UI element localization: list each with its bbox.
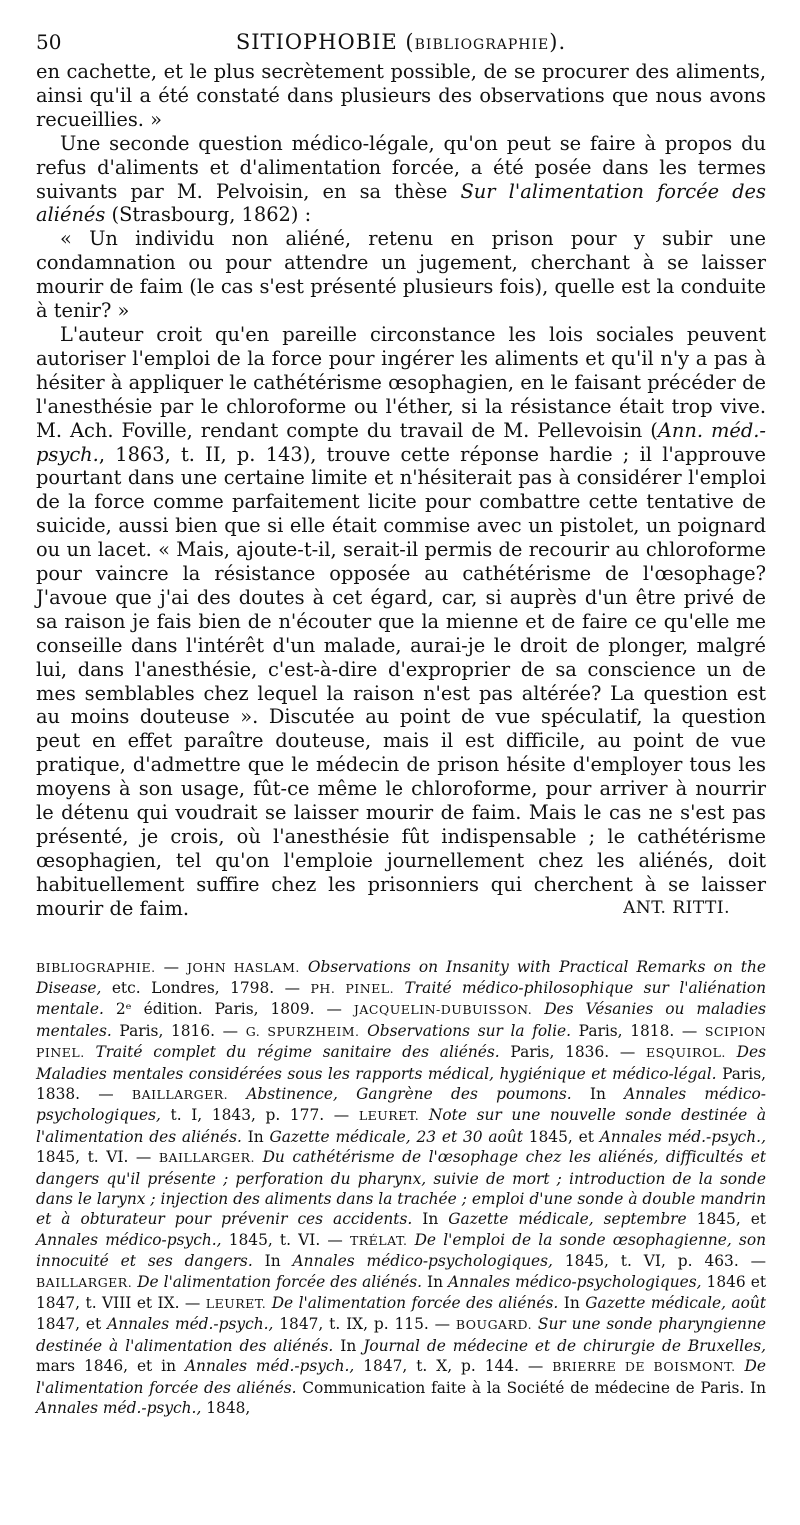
author-name: LEURET.	[358, 1108, 420, 1124]
author-signature: ANT. RITTI.	[623, 897, 730, 918]
paragraph-continued: en cachette, et le plus secrètement possible, de se procurer des aliments, ainsi qu'il a été constaté dans plusieurs des observations que nous avons recueillies. »	[36, 60, 766, 131]
publication-info: 1845, et	[686, 1210, 766, 1229]
author-name: BRIERRE DE BOISMONT.	[552, 1359, 736, 1375]
publication-info: 1847, t. IX, p. 115. —	[273, 1315, 456, 1334]
journal-title: Gazette médicale,	[269, 1127, 411, 1146]
running-head	[36, 26, 766, 60]
work-title: Sur une sonde pharyngienne destinée à l'alimentation des aliénés.	[36, 1315, 766, 1355]
publication-info: Paris, 1816. —	[111, 1021, 246, 1040]
publication-info: 1847, et	[36, 1315, 108, 1334]
author-name: BOUGARD.	[455, 1317, 533, 1333]
journal-title: Annales méd.-psych.,	[107, 1315, 274, 1334]
book-page	[36, 26, 766, 1418]
author-name: JOHN HASLAM.	[187, 959, 300, 975]
publication-info: 1845, et	[522, 1127, 600, 1146]
author-name: LEURET.	[205, 1296, 267, 1312]
publication-info: In	[252, 1252, 293, 1271]
journal-title: Annales méd.-psych.,	[36, 1399, 202, 1418]
publication-info: Paris, 1818. —	[571, 1021, 705, 1040]
publication-info: etc. Londres, 1798. —	[101, 978, 311, 997]
publication-info: Paris, 1836. —	[499, 1043, 647, 1062]
running-title-main: SITIOPHOBIE (	[235, 30, 415, 54]
author-name: ESQUIROL.	[646, 1045, 726, 1061]
author-name: PH. PINEL.	[310, 980, 395, 996]
journal-title: Annales médico-psychologiques,	[292, 1252, 553, 1271]
paragraph-discussion-text: L'auteur croit qu'en pareille circonstance les lois sociales peuvent autoriser l'emploi de la force pour ingérer les aliments et qu'il n'y a pas à hésiter à appliquer le cathétérisme œsophagien, en le faisant précéder de l'anesthésie par le chloroforme ou l'éther, si la résistance était trop vive. M. Ach. Foville, rendant compte du travail de M. Pellevoisin (	[36, 322, 766, 442]
publication-info: 2ᵉ édition. Paris, 1809. —	[103, 1000, 354, 1019]
author-name: TRÉLAT.	[349, 1232, 408, 1248]
work-title: De l'alimentation forcée des aliénés.	[266, 1294, 559, 1313]
work-title: Observations sur la folie.	[359, 1021, 572, 1040]
journal-title: Annales méd.-psych.,	[599, 1127, 766, 1146]
author-name: BAILLARGER.	[36, 1274, 133, 1290]
publication-info: In	[412, 1210, 449, 1229]
journal-title: Gazette médicale, août	[585, 1294, 767, 1313]
bibliography	[36, 957, 766, 1419]
bibliography-label: BIBLIOGRAPHIE.	[36, 959, 156, 975]
work-title: De l'alimentation forcée des aliénés.	[36, 1357, 767, 1397]
publication-info: In	[241, 1127, 270, 1146]
publication-info: Paris, 1838. —	[36, 1064, 767, 1103]
author-name: BAILLARGER.	[131, 1086, 229, 1102]
publication-info: 1845, t. VI. —	[221, 1230, 350, 1249]
author-name: JACQUELIN-DUBUISSON.	[353, 1002, 533, 1018]
publication-info: mars 1846, et in	[36, 1357, 185, 1376]
page-number: 50	[36, 30, 62, 54]
journal-title: Annales méd.-psych.,	[184, 1357, 355, 1376]
publication-info: 1847, t. X, p. 144. —	[354, 1357, 553, 1376]
thesis-title: Sur l'alimentation forcée des aliénés	[36, 179, 766, 227]
journal-title: Annales médico-psychologiques,	[36, 1084, 766, 1125]
publication-info: 1845, t. VI, p. 463. —	[552, 1252, 767, 1271]
publication-info: t. I, 1843, p. 177. —	[160, 1106, 359, 1125]
author-name: G. SPURZHEIM.	[245, 1023, 360, 1039]
publication-info: In	[571, 1084, 625, 1103]
running-title-small-caps: BIBLIOGRAPHIE	[414, 37, 550, 53]
journal-reference: Ann. méd.-psych.	[36, 418, 766, 466]
work-title: Traité complet du régime sanitaire des aliénés.	[84, 1043, 500, 1062]
journal-date: 23 et 30 août	[410, 1127, 523, 1146]
journal-title: Annales médico-psychologiques,	[448, 1272, 702, 1291]
publication-info: In	[422, 1272, 449, 1291]
journal-title: Journal de médecine et de chirurgie de Bruxelles,	[363, 1336, 766, 1355]
journal-title: Gazette médicale, septembre	[448, 1210, 687, 1229]
running-title	[36, 30, 766, 54]
publication-info: 1845, t. VI. —	[36, 1148, 159, 1167]
work-title: De l'alimentation forcée des aliénés.	[132, 1272, 423, 1291]
work-title: Des Maladies mentales considérées sous les rapports médical, hygiénique et médico-légal.	[36, 1043, 766, 1083]
work-title: Abstinence, Gangrène des poumons.	[228, 1084, 572, 1103]
work-title: De l'emploi de la sonde œsophagienne, son innocuité et ses dangers.	[36, 1230, 767, 1271]
paragraph-discussion-tail: , 1863, t. II, p. 143), trouve cette réponse hardie ; il l'approuve pourtant dans une certaine limite et n'hésiterait pas à considérer l'emploi de la force comme parfaitement licite pour combattre cette tentative de suicide, aussi bien que si elle était commise avec un pistolet, un poignard ou un lacet. « Mais, ajoute-t-il, serait-il permis de recourir au chloroforme pour vaincre la résistance opposée au cathétérisme de l'œsophage? J'avoue que j'ai des doutes à cet égard, car, si auprès d'un être privé de sa raison je fais bien de n'écouter que la mienne et de faire ce qu'elle me conseille dans l'intérêt d'un malade, aurai-je le droit de plonger, malgré lui, dans l'anesthésie, c'est-à-dire d'exproprier de sa conscience un de mes semblables chez lequel la raison n'est pas altérée? La question est au moins douteuse ». Discutée au point de vue spéculatif, la question peut en effet paraître douteuse, mais il est difficile, au point de vue pratique, d'admettre que le médecin de prison hésite d'employer tous les moyens à son usage, fût-ce même le chloroforme, pour arriver à nourrir le détenu qui voudrait se laisser mourir de faim. Mais le cas ne s'est pas présenté, je crois, où l'anesthésie fût indispensable ; le cathétérisme œsophagien, tel qu'on l'emploie journellement chez les aliénés, doit habituellement suffire chez les prisonniers qui cherchent à se laisser mourir de faim.	[36, 442, 766, 920]
paragraph-question-text: Une seconde question médico-légale, qu'on peut se faire à propos du refus d'aliments et d'alimentation forcée, a été posée dans les termes suivants par M. Pelvoisin, en sa thèse	[36, 131, 766, 203]
author-name: BAILLARGER.	[158, 1150, 256, 1166]
running-title-close: ).	[549, 30, 567, 54]
work-title: Traité médico-philosophique sur l'aliénation mentale.	[36, 978, 766, 1019]
separator: —	[155, 957, 188, 976]
publication-info: In	[558, 1294, 586, 1313]
journal-title: Annales médico-psych.,	[36, 1230, 222, 1249]
work-title: Note sur une nouvelle sonde destinée à l'alimentation des aliénés.	[36, 1106, 766, 1146]
quotation: « Un individu non aliéné, retenu en prison pour y subir une condamnation ou pour attendre un jugement, cherchant à se laisser mourir de faim (le cas s'est présenté plusieurs fois), quelle est la conduite à tenir? »	[36, 227, 766, 323]
work-title: Des Vésanies ou maladies mentales.	[36, 1000, 766, 1040]
publication-info: Communication faite à la Société de médecine de Paris. In	[296, 1378, 766, 1397]
publication-info: 1848,	[201, 1399, 251, 1418]
work-title: Observations on Insanity with Practical Remarks on the Disease,	[36, 957, 766, 997]
author-name: SCIPION PINEL.	[36, 1023, 767, 1061]
publication-info: 1846 et 1847, t. VIII et IX. —	[36, 1272, 766, 1313]
paragraph-question-tail: (Strasbourg, 1862) :	[105, 203, 312, 227]
work-title: Du cathétérisme de l'œsophage chez les aliénés, difficultés et dangers qu'il présente ; perforation du pharynx, suivie de mort ; introduction de la sonde dans le larynx ; injection des aliments dans la trachée ; emploi d'une sonde à double mandrin et à obturateur pour prévenir ces accidents.	[36, 1148, 766, 1229]
paragraph-question	[36, 132, 766, 228]
paragraph-discussion	[36, 323, 766, 921]
publication-info: In	[333, 1336, 364, 1355]
main-text	[36, 60, 766, 921]
